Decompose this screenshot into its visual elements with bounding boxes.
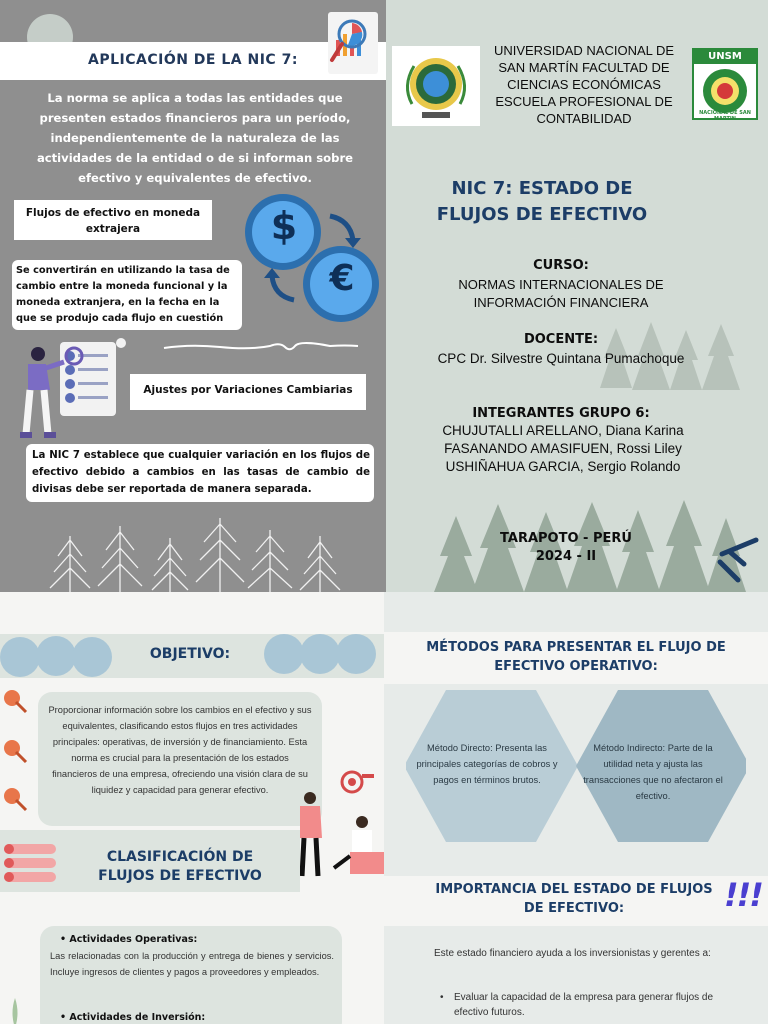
- app-title: APLICACIÓN DE LA NIC 7:: [88, 52, 298, 68]
- person-checklist-illustration: [16, 338, 132, 442]
- member-2: FASANANDO AMASIFUEN, Rossi Liley: [444, 441, 682, 456]
- adj-text: La NIC 7 establece que cualquier variación en los flujos de efectivo debido a cambios en las tasas de cambio de divisas debe ser reportada de manera separada.: [32, 450, 370, 495]
- indirect-method-text: Método Indirecto: Parte de la utilidad neta y ajusta las transacciones que no afectaron el efectivo.: [583, 743, 723, 801]
- application-panel: [0, 0, 386, 592]
- grupo-label: INTEGRANTES GRUPO 6:: [472, 406, 650, 421]
- team-target-illustration: [290, 764, 384, 882]
- objective-text: Proporcionar información sobre los cambios en el efectivo y sus equivalentes, clasificando estos flujos en tres actividades principales: operativas, de inversión y de financiamiento. Esta norma es crucial para la presentación de los estados financieros de una empresa, ofreciendo una visión clara de su liquidez y capacidad para generar efectivo.: [48, 705, 312, 795]
- dollar-symbol: $: [270, 204, 298, 248]
- direct-method-text: Método Directo: Presenta las principales categorías de cobros y pagos en términos brutos.: [416, 743, 558, 785]
- op-label: • Actividades Operativas:: [60, 934, 198, 945]
- fx-title-box: [14, 200, 212, 240]
- op-label-text: Actividades Operativas:: [69, 934, 198, 945]
- curso-label: CURSO:: [533, 258, 589, 273]
- methods-title: MÉTODOS PARA PRESENTAR EL FLUJO DE EFECTIVO OPERATIVO:: [426, 640, 726, 674]
- objective-panel: [0, 592, 384, 1024]
- adj-title: Ajustes por Variaciones Cambiarias: [143, 384, 353, 396]
- doc-title: NIC 7: ESTADO DE FLUJOS DE EFECTIVO: [436, 178, 648, 225]
- faculty-logo: [392, 46, 480, 126]
- importance-title-bar: [384, 876, 768, 926]
- methods-panel: [384, 592, 768, 1024]
- docente-label: DOCENTE:: [523, 332, 599, 347]
- exclamation-icon: !!!: [724, 876, 762, 914]
- member-3: USHIÑAHUA GARCIA, Sergio Rolando: [445, 459, 681, 474]
- unsm-logo: [692, 48, 758, 120]
- adj-title-box: [130, 374, 366, 410]
- adj-text-box: [26, 444, 374, 502]
- bullet-dot: •: [440, 992, 444, 1003]
- op-text: Las relacionadas con la producción y entrega de bienes y servicios. Incluye ingresos de clientes y pagos a proveedores y empleados.: [50, 951, 334, 977]
- leaf-decoration: [10, 998, 20, 1024]
- euro-symbol: €: [329, 258, 355, 299]
- app-text: La norma se aplica a todas las entidades que presenten estados financieros para un período, independientemente de la naturaleza de las actividades de la entidad o de si informan sobre efectivo y equivalentes de efectivo.: [36, 91, 354, 185]
- seal-ring-text: NACIONAL DE SAN MARTIN: [699, 110, 751, 122]
- methods-title-bar: [384, 632, 768, 684]
- place-term: [466, 530, 666, 566]
- members-list: [410, 422, 716, 476]
- fx-text: Se convertirán en utilizando la tasa de cambio entre la moneda funcional y la moneda extranjera, en la fecha en la que se produjo cada flujo en cuestión: [16, 265, 230, 324]
- squiggle-decoration: [160, 336, 360, 356]
- importance-bullet: [440, 990, 736, 1020]
- university-name: UNIVERSIDAD NACIONAL DE SAN MARTÍN FACULTAD DE CIENCIAS ECONÓMICAS ESCUELA PROFESIONAL DE CONTABILIDAD: [493, 43, 675, 126]
- curso-value: NORMAS INTERNACIONALES DE INFORMACIÓN FINANCIERA: [458, 277, 664, 310]
- unsm-seal-icon: [700, 66, 750, 116]
- unsm-logo-text: UNSM: [694, 50, 756, 64]
- docente-value: CPC Dr. Silvestre Quintana Pumachoque: [437, 351, 685, 366]
- inv-label: • Actividades de Inversión:: [60, 1012, 206, 1023]
- white-trees-decoration: [40, 506, 360, 592]
- importance-title: IMPORTANCIA DEL ESTADO DE FLUJOS DE EFECTIVO:: [435, 882, 713, 916]
- activities-card: [40, 926, 342, 1024]
- cover-panel: [386, 0, 768, 592]
- objective-card: [38, 692, 322, 826]
- pushpin-icons: [0, 688, 30, 816]
- objective-title: OBJETIVO:: [149, 646, 231, 662]
- importance-bullet-text: Evaluar la capacidad de la empresa para generar flujos de efectivo futuros.: [454, 992, 714, 1018]
- pill-decoration: [0, 840, 60, 886]
- inv-label-text: Actividades de Inversión:: [69, 1012, 206, 1023]
- dash-decoration: [716, 536, 760, 584]
- classification-title: CLASIFICACIÓN DE FLUJOS DE EFECTIVO: [98, 849, 262, 884]
- fx-title: Flujos de efectivo en moneda extrajera: [25, 207, 201, 235]
- fx-text-box: [12, 260, 242, 330]
- importance-text: Este estado financiero ayuda a los inversionistas y gerentes a:: [434, 948, 711, 959]
- member-1: CHUJUTALLI ARELLANO, Diana Karina: [442, 423, 684, 438]
- magnifier-chart-icon: [328, 12, 378, 74]
- place: TARAPOTO - PERÚ: [500, 531, 632, 546]
- term: 2024 - II: [535, 549, 597, 564]
